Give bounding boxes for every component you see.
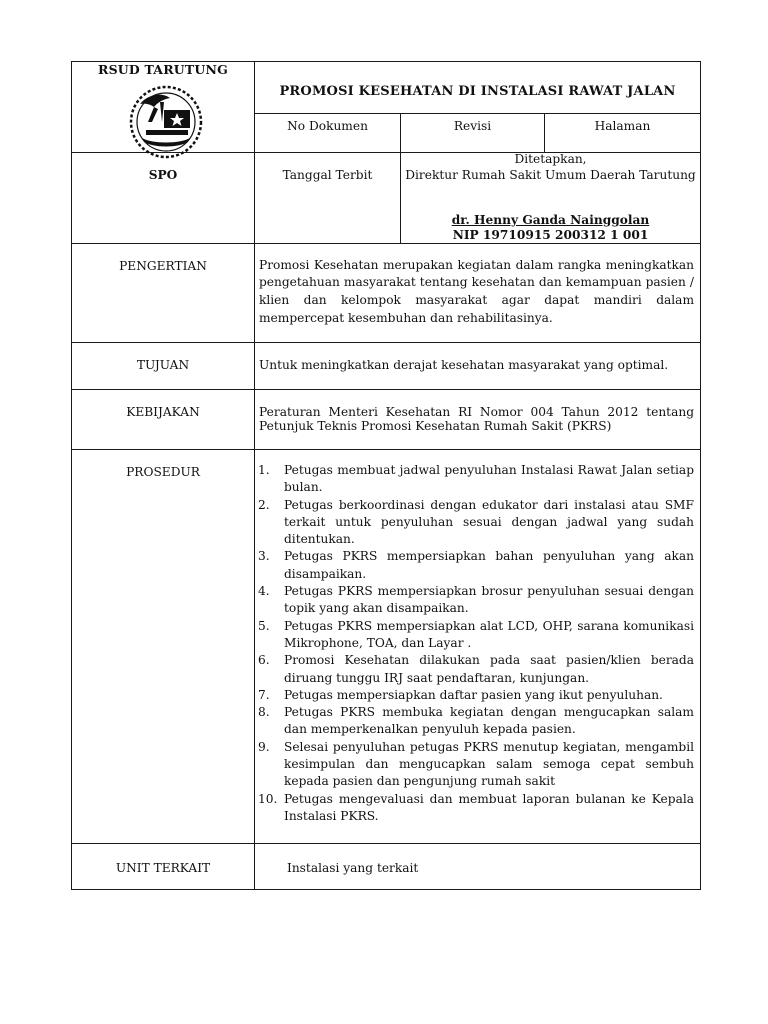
prosedur-step bbox=[258, 583, 694, 618]
prosedur-row-divider bbox=[71, 449, 701, 450]
prosedur-step-text: Petugas PKRS mempersiapkan brosur penyuluhan sesuai dengan topik yang akan disampaikan. bbox=[284, 584, 694, 616]
prosedur-step bbox=[258, 497, 694, 549]
table-border-bottom bbox=[71, 889, 701, 890]
prosedur-step bbox=[258, 739, 694, 791]
prosedur-step-number: 4. bbox=[258, 584, 270, 599]
prosedur-step-text: Promosi Kesehatan dilakukan pada saat pasien/klien berada diruang tunggu IRJ saat pendaftaran, kunjungan. bbox=[284, 653, 694, 685]
document-title: PROMOSI KESEHATAN DI INSTALASI RAWAT JALAN bbox=[279, 84, 676, 99]
pengertian-row-divider bbox=[71, 243, 701, 244]
prosedur-step bbox=[258, 652, 694, 687]
kebijakan-row-divider bbox=[71, 389, 701, 390]
prosedur-step bbox=[258, 618, 694, 653]
spo-label: SPO bbox=[148, 168, 178, 182]
title-row-divider bbox=[254, 113, 701, 114]
prosedur-step-text: Petugas PKRS mempersiapkan bahan penyuluhan yang akan disampaikan. bbox=[284, 549, 694, 581]
prosedur-step bbox=[258, 687, 694, 704]
prosedur-step-number: 9. bbox=[258, 739, 270, 754]
tujuan-label: TUJUAN bbox=[136, 358, 190, 372]
tujuan-row-divider bbox=[71, 342, 701, 343]
signer-name: dr. Henny Ganda Nainggolan bbox=[451, 213, 650, 227]
table-border-right bbox=[700, 61, 701, 890]
prosedur-step-number: 5. bbox=[258, 618, 270, 633]
prosedur-step-text: Petugas PKRS membuka kegiatan dengan mengucapkan salam dan memperkenalkan penyuluh kepada pasien. bbox=[284, 705, 694, 737]
kebijakan-label: KEBIJAKAN bbox=[126, 405, 200, 419]
unit-terkait-text: Instalasi yang terkait bbox=[287, 861, 419, 875]
prosedur-label: PROSEDUR bbox=[126, 465, 200, 479]
prosedur-step-number: 6. bbox=[258, 653, 270, 668]
prosedur-step bbox=[258, 462, 694, 497]
prosedur-step-number: 3. bbox=[258, 549, 270, 564]
column-divider bbox=[254, 61, 255, 890]
halaman-label: Halaman bbox=[594, 119, 651, 133]
prosedur-step-text: Petugas mengevaluasi dan membuat laporan bulanan ke Kepala Instalasi PKRS. bbox=[284, 791, 694, 823]
prosedur-step-number: 2. bbox=[258, 497, 270, 512]
prosedur-step-number: 8. bbox=[258, 705, 270, 720]
pengertian-text-line-1: Promosi Kesehatan merupakan kegiatan dalam rangka meningkatkan bbox=[259, 258, 694, 272]
prosedur-step-number: 10. bbox=[258, 791, 278, 806]
pengertian-text-line-3: klien dan kelompok masyarakat agar dapat mandiri dalam bbox=[259, 293, 694, 307]
prosedur-step-text: Petugas mempersiapkan daftar pasien yang ikut penyuluhan. bbox=[284, 687, 663, 702]
signer-nip: NIP 19710915 200312 1 001 bbox=[452, 228, 649, 242]
prosedur-step-text: Petugas PKRS mempersiapkan alat LCD, OHP, sarana komunikasi Mikrophone, TOA, dan Layar . bbox=[284, 618, 694, 650]
kebijakan-text-line-2: Petunjuk Teknis Promosi Kesehatan Rumah Sakit (PKRS) bbox=[259, 419, 612, 433]
prosedur-step-text: Petugas membuat jadwal penyuluhan Instalasi Rawat Jalan setiap bulan. bbox=[284, 463, 694, 495]
prosedur-step bbox=[258, 791, 694, 826]
prosedur-list bbox=[258, 462, 694, 825]
pengertian-label: PENGERTIAN bbox=[119, 259, 207, 273]
direktur-title: Direktur Rumah Sakit Umum Daerah Tarutung bbox=[405, 168, 696, 182]
pengertian-text-line-2: pengetahuan masyarakat tentang kesehatan dan kemampuan pasien / bbox=[259, 275, 694, 289]
revisi-label: Revisi bbox=[453, 119, 492, 133]
prosedur-step-number: 7. bbox=[258, 687, 270, 702]
unit-terkait-row-divider bbox=[71, 843, 701, 844]
unit-terkait-label: UNIT TERKAIT bbox=[115, 861, 211, 875]
prosedur-step bbox=[258, 548, 694, 583]
tanggal-terbit-label: Tanggal Terbit bbox=[282, 168, 373, 182]
prosedur-step bbox=[258, 704, 694, 739]
prosedur-step-text: Selesai penyuluhan petugas PKRS menutup kegiatan, mengambil kesimpulan dan mengucapkan salam semoga cepat sembuh kepada pasien dan pengunjung rumah sakit bbox=[284, 739, 694, 789]
ditetapkan-label: Ditetapkan, bbox=[514, 152, 587, 166]
tujuan-text: Untuk meningkatkan derajat kesehatan masyarakat yang optimal. bbox=[259, 358, 669, 372]
prosedur-step-text: Petugas berkoordinasi dengan edukator dari instalasi atau SMF terkait untuk penyuluhan sesuai dengan jadwal yang sudah ditentukan. bbox=[284, 497, 694, 547]
prosedur-step-number: 1. bbox=[258, 463, 270, 477]
kebijakan-text-line-1: Peraturan Menteri Kesehatan RI Nomor 004 Tahun 2012 tentang bbox=[259, 405, 694, 419]
no-dokumen-label: No Dokumen bbox=[287, 119, 368, 133]
hospital-name: RSUD TARUTUNG bbox=[97, 62, 229, 77]
regional-emblem-logo bbox=[118, 82, 214, 162]
pengertian-text-line-4: mempercepat kesembuhan dan rehabilitasinya. bbox=[259, 311, 553, 325]
